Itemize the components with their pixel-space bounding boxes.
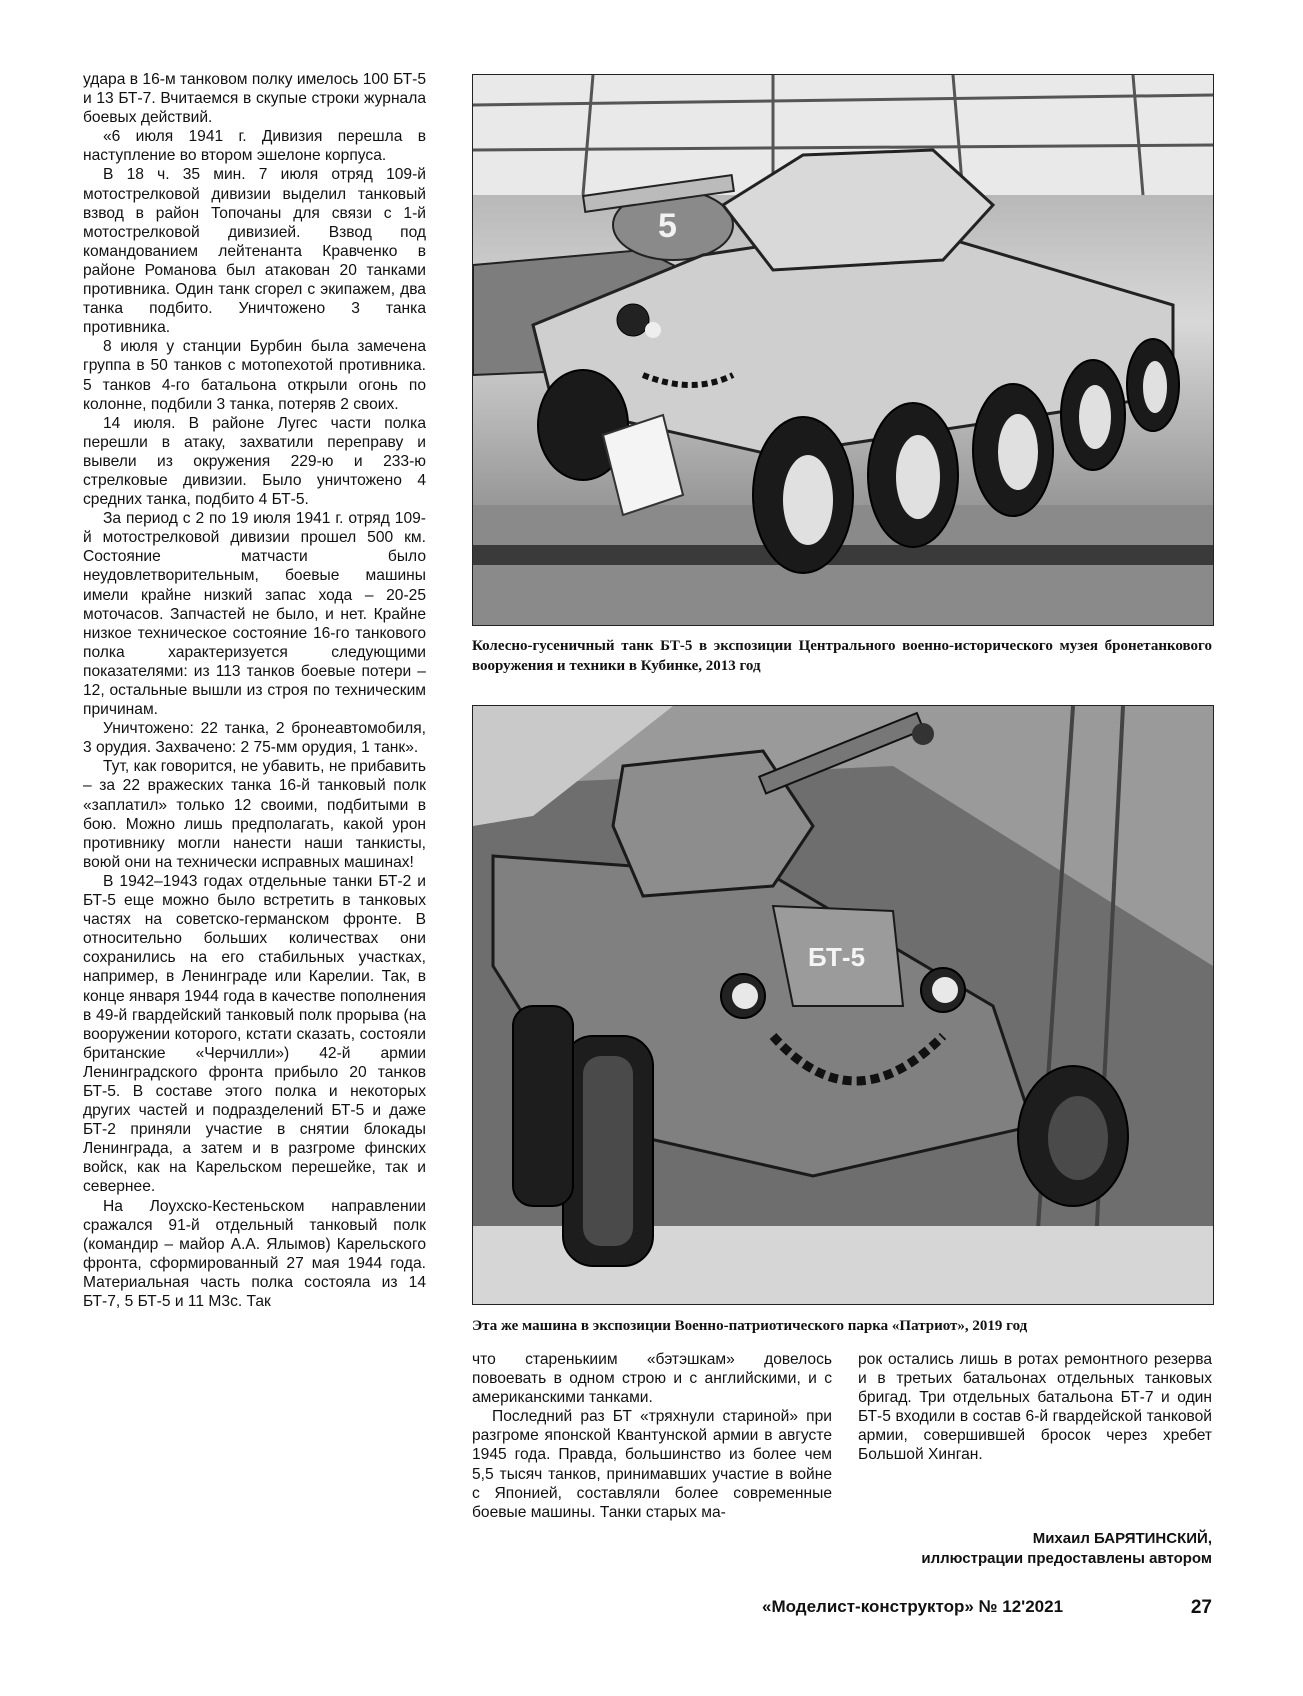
photo-caption: Эта же машина в экспозиции Военно-патриотического парка «Патриот», 2019 год [472, 1318, 1028, 1334]
photo-bt5-patriot [472, 705, 1214, 1305]
paragraph: 14 июля. В районе Лугес части полка перешли в атаку, захватили переправу и вывели из окружения 229-ю и 233-ю стрелковые дивизии. Было уничтожено 4 средних танка, подбито 4 БТ-5. [83, 414, 426, 509]
paragraph: Тут, как говорится, не убавить, не прибавить – за 22 вражеских танка 16-й танковый полк «заплатил» только 12 своими, подбитыми в бою. Можно лишь предполагать, какой урон противнику могли нанести наши танкисты, воюй они на технически исправных машинах! [83, 758, 426, 871]
turret-number: 5 [658, 207, 677, 245]
paragraph: что старенькиим «бэтэшкам» довелось повоевать в одном строю и с английскими, и с американскими танками. [472, 1351, 832, 1407]
left-text-column [83, 70, 426, 1311]
magazine-title: «Моделист-конструктор» № 12'2021 [762, 1597, 1064, 1616]
paragraph: рок остались лишь в ротах ремонтного резерва и в третьих батальонах отдельных танковых бригад. Три отдельных батальона БТ-7 и один БТ-5 входили в состав 6-й гвардейской танковой армии, совершившей бросок через хребет Большой Хинган. [858, 1351, 1212, 1464]
paragraph: Последний раз БТ «тряхнули стариной» при разгроме японской Квантунской армии в августе 1945 года. Правда, большинство из более чем 5,5 тысяч танков, принимавших участие в войне с Японией, составляли более современные боевые машины. Танки старых ма- [472, 1408, 832, 1521]
paragraph: В 1942–1943 годах отдельные танки БТ-2 и БТ-5 еще можно было встретить в танковых частях на советско-германском фронте. В относительно больших количествах они сохранились на его стабильных участках, например, в Ленинграде или Карелии. Так, в конце января 1944 года в качестве пополнения в 49-й гвардейский танковый полк прорыва (на вооружении которого, кстати сказать, состояли британские «Черчилли») 42-й армии Ленинградского фронта прибыло 20 танков БТ-5. В составе этого полка и некоторых других частей и подразделений БТ-5 и даже БТ-2 приняли участие в снятии блокады Ленинграда, а затем и в разгроме финских войск, как на Карельском перешейке, так и севернее. [83, 872, 426, 1196]
tank-photo-illustration [473, 706, 1213, 1304]
photo-caption: Колесно-гусеничный танк БТ-5 в экспозиции Центрального военно-исторического музея бронетанкового вооружения и техники в Кубинке, 2013 год [472, 638, 1212, 674]
hull-marking: БТ-5 [808, 942, 866, 972]
paragraph: удара в 16-м танковом полку имелось 100 БТ-5 и 13 БТ-7. Вчитаемся в скупые строки журнала боевых действий. [83, 71, 426, 127]
author-signature [858, 1529, 1212, 1569]
tank-photo-illustration [473, 75, 1213, 625]
paragraph: «6 июля 1941 г. Дивизия перешла в наступление во втором эшелоне корпуса. [83, 128, 426, 165]
author-name: Михаил БАРЯТИНСКИЙ, [1032, 1530, 1212, 1547]
paragraph: На Лоухско-Кестеньском направлении сражался 91-й отдельный танковый полк (командир – майор А.А. Ялымов) Карельского фронта, сформированный 27 мая 1944 года. Материальная часть полка состояла из 14 БТ-7, 5 БТ-5 и 11 М3с. Так [83, 1197, 426, 1310]
right-text-column [858, 1350, 1212, 1465]
illustration-credit: иллюстрации предоставлены автором [921, 1550, 1212, 1567]
paragraph: Уничтожено: 22 танка, 2 бронеавтомобиля, 3 орудия. Захвачено: 2 75-мм орудия, 1 танк». [83, 720, 426, 757]
page-number: 27 [1190, 1597, 1212, 1618]
middle-text-column [472, 1350, 832, 1522]
paragraph: 8 июля у станции Бурбин была замечена группа в 50 танков с мотопехотой противника. 5 танков 4-го батальона открыли огонь по колонне, подбили 3 танка, потеряв 2 своих. [83, 338, 426, 413]
paragraph: За период с 2 по 19 июля 1941 г. отряд 109-й мотострелковой дивизии прошел 500 км. Состояние матчасти было неудовлетворительным, боевые машины имели крайне низкий запас хода – 20-25 моточасов. Запчастей не было, и нет. Крайне низкое техническое состояние 16-го танкового полка характеризуется следующими показателями: из 113 танков боевые потери – 12, остальные вышли из строя по техническим причинам. [83, 510, 426, 719]
paragraph: В 18 ч. 35 мин. 7 июля отряд 109-й мотострелковой дивизии выделил танковый взвод в район Топочаны для связи с 1-й мотострелковой дивизией. Взвод под командованием лейтенанта Кравченко в районе Романова был атакован 20 танками противника. Один танк сгорел с экипажем, два танка подбито. Уничтожено 3 танка противника. [83, 166, 426, 337]
photo-bt5-kubinka [472, 74, 1214, 626]
